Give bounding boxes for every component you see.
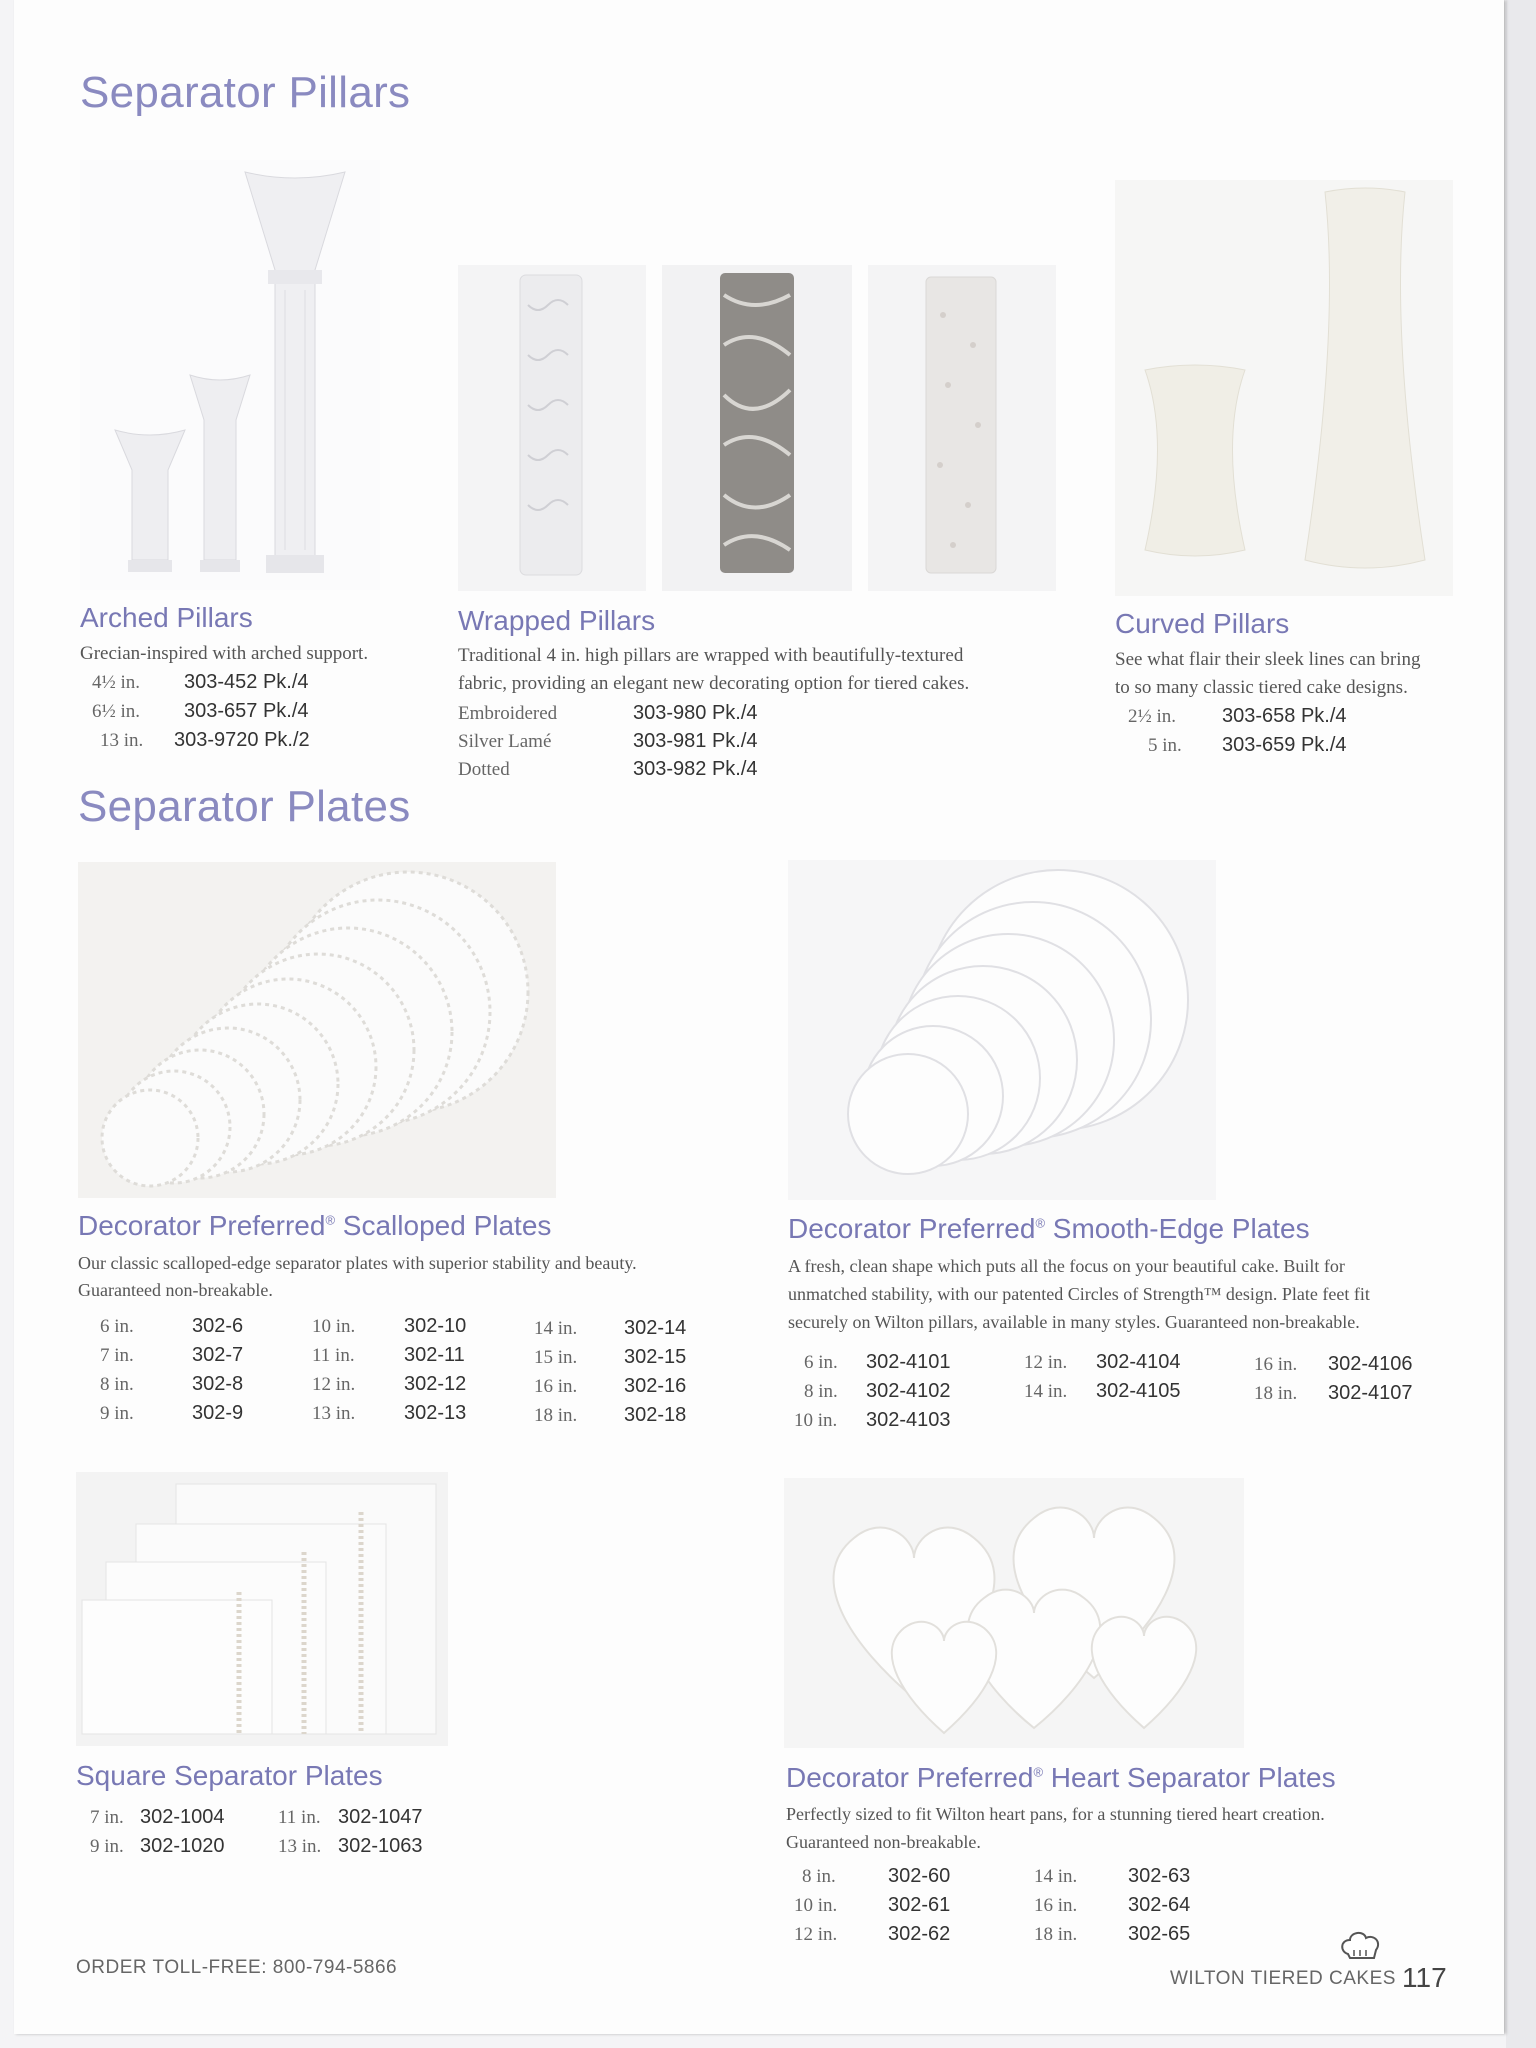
- table-row: 15 in. 302-15: [534, 1346, 687, 1368]
- table-row: 10 in. 302-4103: [794, 1409, 951, 1431]
- list-item: Dotted 303-982 Pk./4: [458, 758, 758, 780]
- section-title-pillars: Separator Pillars: [80, 68, 411, 117]
- curved-pillars-photo: [1115, 180, 1453, 596]
- table-row: 18 in. 302-18: [534, 1404, 687, 1426]
- footer-brand: WILTON TIERED CAKES: [1170, 1968, 1396, 1989]
- table-row: 8 in. 302-60: [802, 1865, 951, 1887]
- table-row: 14 in. 302-14: [534, 1317, 687, 1339]
- smooth-edge-plates-description-line-2: unmatched stability, with our patented Circles of Strength™ design. Plate feet fit: [788, 1284, 1370, 1304]
- smooth-edge-plates-description-line-1: A fresh, clean shape which puts all the focus on your beautiful cake. Built for: [788, 1256, 1345, 1276]
- table-row: 12 in. 302-62: [794, 1923, 951, 1945]
- table-row: 13 in. 302-13: [312, 1402, 467, 1424]
- curved-pillars-description-line-2: to so many classic tiered cake designs.: [1115, 677, 1408, 698]
- table-row: 14 in. 302-4105: [1024, 1380, 1181, 1402]
- heart-plates-description-line-2: Guaranteed non-breakable.: [786, 1832, 981, 1852]
- wrapped-pillar-embroidered-photo: [458, 265, 646, 591]
- table-row: 16 in. 302-64: [1034, 1894, 1191, 1916]
- smooth-edge-plates-description-line-3: securely on Wilton pillars, available in many styles. Guaranteed non-breakable.: [788, 1312, 1360, 1332]
- wrapped-pillars-description-line-2: fabric, providing an elegant new decorating option for tiered cakes.: [458, 673, 970, 694]
- list-item: Silver Lamé 303-981 Pk./4: [458, 730, 758, 752]
- table-row: 6 in. 302-6: [100, 1315, 244, 1337]
- chef-hat-icon: [1338, 1928, 1384, 1970]
- wrapped-pillars-description-line-1: Traditional 4 in. high pillars are wrapped with beautifully-textured: [458, 645, 964, 666]
- list-item: 2½ in. 303-658 Pk./4: [1128, 705, 1347, 727]
- table-row: 7 in. 302-7: [100, 1344, 244, 1366]
- smooth-edge-plates-photo: [788, 860, 1216, 1200]
- list-item: 5 in. 303-659 Pk./4: [1148, 734, 1347, 756]
- table-row: 7 in. 302-1004: [90, 1806, 225, 1828]
- heart-plates-description-line-1: Perfectly sized to fit Wilton heart pans, for a stunning tiered heart creation.: [786, 1804, 1325, 1824]
- table-row: 10 in. 302-61: [794, 1894, 951, 1916]
- table-row: 14 in. 302-63: [1034, 1865, 1191, 1887]
- wrapped-pillar-silver-lame-photo: [662, 265, 852, 591]
- order-toll-free: ORDER TOLL-FREE: 800-794-5866: [76, 1957, 398, 1978]
- heart-plates-title: Decorator Preferred® Heart Separator Plates: [786, 1762, 1336, 1793]
- table-row: 11 in. 302-1047: [278, 1806, 423, 1828]
- arched-pillars-photo: [80, 160, 380, 590]
- square-plates-title: Square Separator Plates: [76, 1760, 383, 1791]
- list-item: 4½ in. 303-452 Pk./4: [92, 671, 309, 693]
- list-item: 6½ in. 303-657 Pk./4: [92, 700, 309, 722]
- table-row: 11 in. 302-11: [312, 1344, 465, 1366]
- table-row: 6 in. 302-4101: [804, 1351, 951, 1373]
- scalloped-plates-photo: [78, 862, 556, 1198]
- list-item: Embroidered 303-980 Pk./4: [458, 702, 758, 724]
- table-row: 10 in. 302-10: [312, 1315, 467, 1337]
- table-row: 8 in. 302-8: [100, 1373, 244, 1395]
- table-row: 8 in. 302-4102: [804, 1380, 951, 1402]
- arched-pillars-title: Arched Pillars: [80, 602, 253, 633]
- table-row: 12 in. 302-4104: [1024, 1351, 1181, 1373]
- section-title-plates: Separator Plates: [78, 782, 411, 831]
- table-row: 9 in. 302-9: [100, 1402, 244, 1424]
- curved-pillars-title: Curved Pillars: [1115, 608, 1290, 639]
- table-row: 16 in. 302-16: [534, 1375, 687, 1397]
- smooth-edge-plates-title: Decorator Preferred® Smooth-Edge Plates: [788, 1213, 1310, 1244]
- wrapped-pillars-title: Wrapped Pillars: [458, 605, 656, 636]
- page-number: 117: [1402, 1962, 1447, 1993]
- list-item: 13 in. 303-9720 Pk./2: [100, 729, 310, 751]
- table-row: 18 in. 302-65: [1034, 1923, 1191, 1945]
- table-row: 12 in. 302-12: [312, 1373, 467, 1395]
- table-row: 16 in. 302-4106: [1254, 1353, 1413, 1375]
- table-row: 13 in. 302-1063: [278, 1835, 423, 1857]
- table-row: 9 in. 302-1020: [90, 1835, 225, 1857]
- scalloped-plates-description-line-1: Our classic scalloped-edge separator plates with superior stability and beauty.: [78, 1253, 637, 1273]
- arched-pillars-description: Grecian-inspired with arched support.: [80, 643, 369, 664]
- square-plates-photo: [76, 1472, 448, 1746]
- heart-plates-photo: [784, 1478, 1244, 1748]
- table-row: 18 in. 302-4107: [1254, 1382, 1413, 1404]
- wrapped-pillar-dotted-photo: [868, 265, 1056, 591]
- page-edge: [1506, 0, 1536, 2048]
- curved-pillars-description-line-1: See what flair their sleek lines can bring: [1115, 649, 1421, 670]
- scalloped-plates-description-line-2: Guaranteed non-breakable.: [78, 1280, 273, 1300]
- scalloped-plates-title: Decorator Preferred® Scalloped Plates: [78, 1210, 552, 1241]
